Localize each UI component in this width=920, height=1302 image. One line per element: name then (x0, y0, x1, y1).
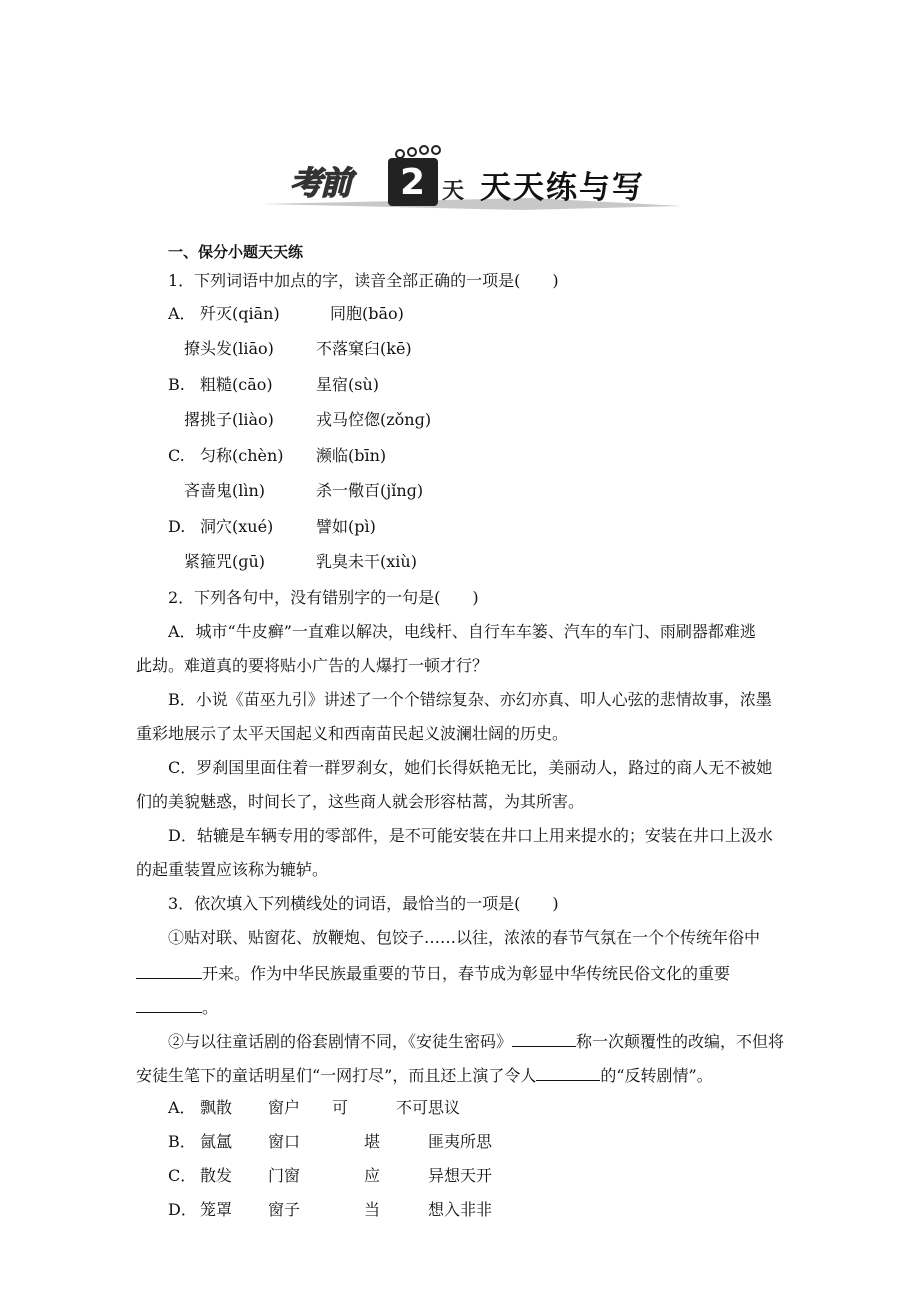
q1-option-c-word3: 吝啬鬼(lìn) (184, 481, 266, 500)
q3-option-b-word1: 氤氲 (200, 1132, 233, 1151)
q3-option-d-word3: 当 (364, 1200, 381, 1219)
q1-option-b-word3: 撂挑子(liào) (184, 410, 274, 429)
q2-option-c-line1: C．罗刹国里面住着一群罗刹女，她们长得妖艳无比，美丽动人，路过的商人无不被她 (168, 758, 773, 777)
q3-passage1-line1: ①贴对联、贴窗花、放鞭炮、包饺子……以往，浓浓的春节气氛在一个个传统年俗中 (168, 928, 761, 947)
q3-option-d-word4: 想入非非 (428, 1200, 493, 1219)
q2-option-b-line1: B．小说《苗巫九引》讲述了一个个错综复杂、亦幻亦真、叩人心弦的悲情故事，浓墨 (168, 690, 772, 709)
q2-option-b-line2: 重彩地展示了太平天国起义和西南苗民起义波澜壮阔的历史。 (136, 724, 569, 743)
q1-option-d-label: D. (168, 517, 186, 536)
q3-option-a-word1: 飘散 (200, 1098, 233, 1117)
q1-option-b-word4: 戎马倥偬(zǒnɡ) (316, 410, 432, 429)
header-title: 天天练与写 (480, 170, 645, 206)
q1-stem: 1．下列词语中加点的字，读音全部正确的一项是( ) (168, 271, 559, 290)
q3-option-c-word1: 散发 (200, 1166, 233, 1185)
q1-option-c-word2: 濒临(bīn) (316, 446, 387, 465)
q1-option-b-word1: 粗糙(cāo) (200, 375, 273, 394)
q3-passage2-line1-text-a: ②与以往童话剧的俗套剧情不同，《安徒生密码》 (168, 1032, 513, 1051)
q3-passage2-line1-text-b: 称一次颠覆性的改编，不但将 (576, 1032, 785, 1051)
q2-option-a-line1: A．城市“牛皮癣”一直难以解决，电线杆、自行车车篓、汽车的车门、雨刷器都难逃 (168, 622, 756, 641)
q1-option-c-word1: 匀称(chèn) (200, 446, 284, 465)
q1-option-d-word2: 譬如(pì) (316, 517, 376, 536)
q2-option-d-line1: D．轱辘是车辆专用的零部件，是不可能安装在井口上用来提水的；安装在井口上汲水 (168, 826, 773, 845)
q3-passage1-line2 (136, 962, 730, 984)
q1-option-c-word4: 杀一儆百(jǐnɡ) (316, 481, 424, 500)
q3-option-d-word2: 窗子 (268, 1200, 301, 1219)
q3-option-b-word2: 窗口 (268, 1132, 301, 1151)
q2-option-a-line2: 此劫。难道真的要将贴小广告的人爆打一顿才行？ (136, 656, 489, 675)
q1-option-a-word3: 撩头发(liāo) (184, 339, 274, 358)
q3-passage2-line2-text-b: 的“反转剧情”。 (600, 1066, 713, 1085)
q3-option-a-word2: 窗户 (268, 1098, 301, 1117)
q3-passage2-line1 (168, 1030, 784, 1052)
q3-passage1-line3 (136, 996, 218, 1018)
q1-option-a-word1: 歼灭(qiān) (200, 304, 280, 323)
q3-option-b-word3: 堪 (364, 1132, 381, 1151)
q3-option-c-label: C． (168, 1166, 197, 1185)
header-kaoqian-text: 考前 (290, 164, 351, 202)
q1-option-a-word2: 同胞(bāo) (330, 304, 404, 323)
fill-blank[interactable] (136, 962, 202, 979)
q2-option-c-line2: 们的美貌魅惑，时间长了，这些商人就会形容枯蒿，为其所害。 (136, 792, 585, 811)
q1-option-b-word2: 星宿(sù) (316, 375, 380, 394)
fill-blank[interactable] (136, 996, 202, 1013)
q3-option-b-label: B． (168, 1132, 196, 1151)
fill-blank[interactable] (536, 1064, 600, 1081)
q1-option-d-word3: 紧箍咒(ɡū) (184, 552, 266, 571)
header-day-number: 2 (400, 162, 426, 203)
q3-passage1-line2-text: 开来。作为中华民族最重要的节日，春节成为彰显中华传统民俗文化的重要 (202, 964, 731, 983)
q1-option-a-label: A． (168, 304, 196, 323)
q2-stem: 2．下列各句中，没有错别字的一句是( ) (168, 588, 479, 607)
q3-option-a-word4: 不可思议 (396, 1098, 461, 1117)
q3-option-a-word3: 可 (332, 1098, 349, 1117)
header-day-char: 天 (442, 179, 465, 204)
fill-blank[interactable] (512, 1030, 576, 1047)
page-header-banner (262, 140, 682, 220)
q3-option-c-word4: 异想天开 (428, 1166, 493, 1185)
q2-option-d-line2: 的起重装置应该称为辘轳。 (136, 860, 329, 879)
section-title: 一、保分小题天天练 (168, 243, 304, 261)
q3-option-d-label: D． (168, 1200, 197, 1219)
q1-option-b-label: B. (168, 375, 185, 394)
q3-stem: 3．依次填入下列横线处的词语，最恰当的一项是( ) (168, 894, 559, 913)
q3-option-a-label: A． (168, 1098, 196, 1117)
q3-option-c-word3: 应 (364, 1166, 381, 1185)
q3-passage1-line3-text: 。 (202, 998, 219, 1017)
q1-option-c-label: C. (168, 446, 185, 465)
q1-option-d-word1: 洞穴(xué) (200, 517, 274, 536)
q1-option-d-word4: 乳臭未干(xiù) (316, 552, 417, 571)
q3-option-c-word2: 门窗 (268, 1166, 301, 1185)
calendar-rings-icon (396, 146, 440, 158)
q3-passage2-line2 (136, 1064, 713, 1086)
q3-option-d-word1: 笼罩 (200, 1200, 233, 1219)
q1-option-a-word4: 不落窠臼(kē) (316, 339, 412, 358)
q3-passage2-line2-text-a: 安徒生笔下的童话明星们“一网打尽”，而且还上演了令人 (136, 1066, 537, 1085)
q3-option-b-word4: 匪夷所思 (428, 1132, 493, 1151)
